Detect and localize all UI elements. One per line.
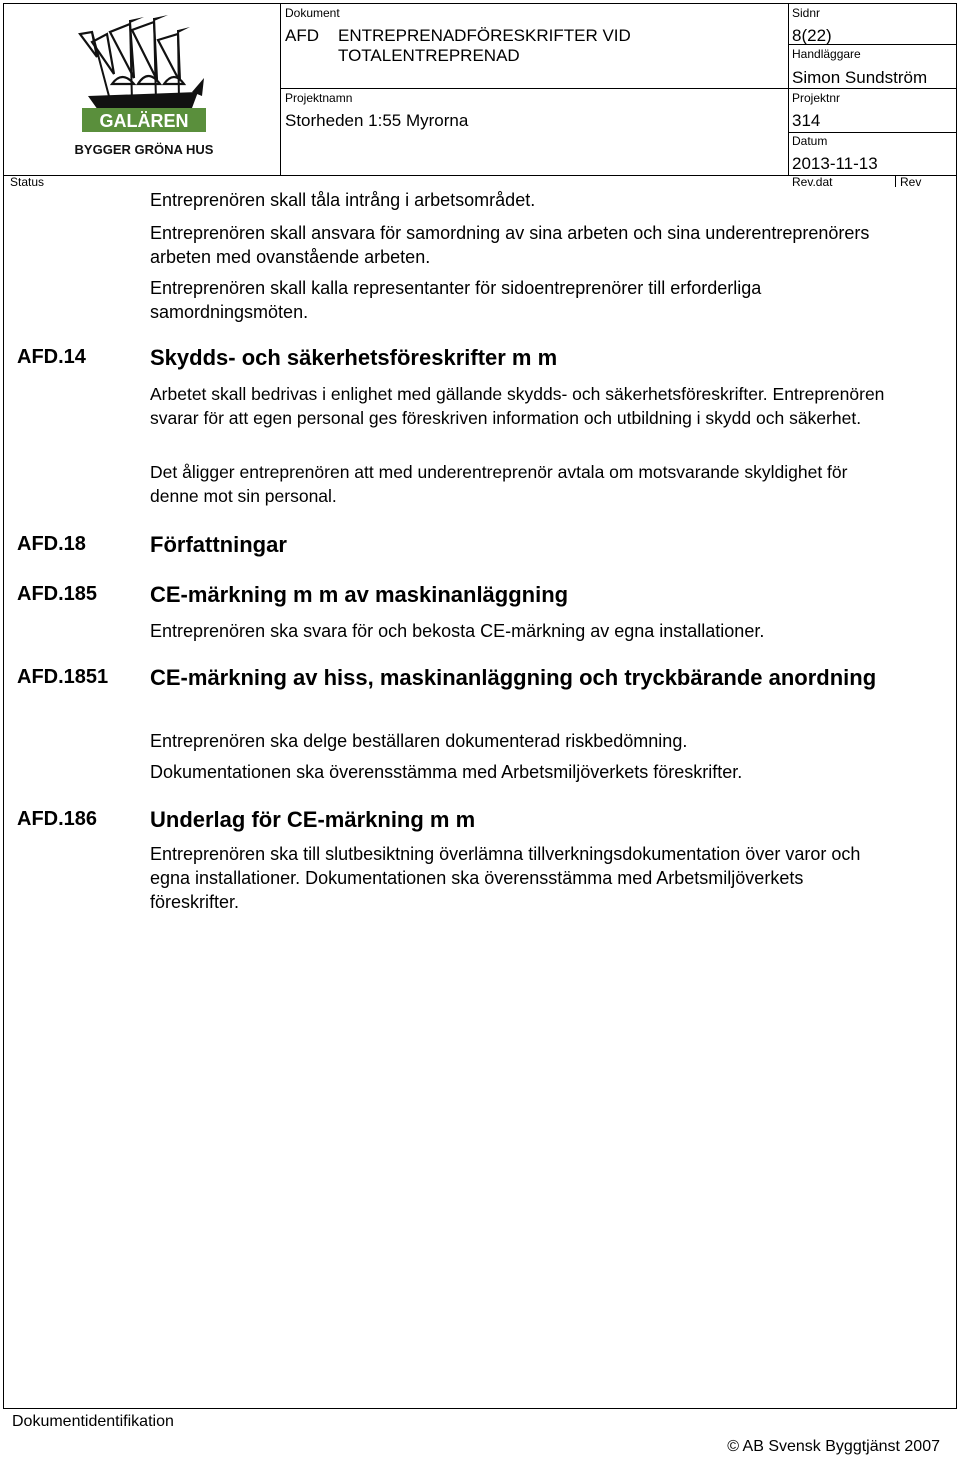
dokument-label: Dokument <box>285 6 340 20</box>
header-divider-left <box>280 3 281 175</box>
projektnr-value: 314 <box>792 111 821 130</box>
sidnr-label: Sidnr <box>792 6 821 20</box>
section-afd14-paragraph-2: Det åligger entreprenören att med underentreprenör avtala om motsvarande skyldighet för denne mot sin personal. <box>150 462 848 506</box>
revdat-label: Rev.dat <box>792 175 833 189</box>
section-title-afd186: Underlag för CE-märkning m m <box>150 807 476 832</box>
section-afd186-paragraph-1: Entreprenören ska till slutbesiktning överlämna tillverkningsdokumentation över varor och egna installationer. Dokumentationen ska överensstämma med Arbetsmiljöverkets föreskrifter. <box>150 844 861 912</box>
sidnr-value: 8(22) <box>792 26 832 45</box>
section-code-afd185: AFD.185 <box>17 583 98 605</box>
dokument-title-line1: ENTREPRENADFÖRESKRIFTER VID <box>338 26 631 45</box>
intro-paragraph-2: Entreprenören skall ansvara för samordning av sina arbeten och sina underentreprenörers arbeten med ovanstående arbeten. <box>150 223 870 267</box>
status-label: Status <box>10 175 45 189</box>
intro-paragraph-3: Entreprenören skall kalla representanter för sidoentreprenörer till erforderliga samordningsmöten. <box>150 278 762 322</box>
footer-document-identification: Dokumentidentifikation <box>12 1413 174 1430</box>
section-code-afd186: AFD.186 <box>17 808 98 830</box>
projektnr-label: Projektnr <box>792 91 841 105</box>
header-rule-projektnr <box>788 132 957 133</box>
header-rule-middle <box>280 88 957 89</box>
datum-label: Datum <box>792 134 828 148</box>
logo-brand-text: GALÄREN <box>99 111 189 131</box>
datum-value: 2013-11-13 <box>792 154 878 173</box>
dokument-code: AFD <box>285 26 319 45</box>
section-title-afd185: CE-märkning m m av maskinanläggning <box>150 582 569 607</box>
handlaggare-label: Handläggare <box>792 47 861 61</box>
dokument-title-line2: TOTALENTREPRENAD <box>338 46 520 65</box>
header-divider-right <box>788 3 789 175</box>
projektnamn-label: Projektnamn <box>285 91 353 105</box>
galaren-logo <box>52 12 232 162</box>
projektnamn-value: Storheden 1:55 Myrorna <box>285 111 469 130</box>
rev-label: Rev <box>900 175 922 189</box>
section-title-afd14: Skydds- och säkerhetsföreskrifter m m <box>150 345 558 370</box>
footer-copyright: © AB Svensk Byggtjänst 2007 <box>727 1438 940 1455</box>
handlaggare-value: Simon Sundström <box>792 68 928 87</box>
rev-divider <box>895 175 896 187</box>
section-afd1851-paragraph-1: Entreprenören ska delge beställaren dokumenterad riskbedömning. <box>150 731 688 751</box>
ship-logo-graphic <box>52 12 232 162</box>
intro-paragraph-1: Entreprenören skall tåla intrång i arbetsområdet. <box>150 190 536 210</box>
logo-tagline-text: BYGGER GRÖNA HUS <box>74 142 214 157</box>
section-code-afd18: AFD.18 <box>17 533 86 555</box>
section-afd1851-paragraph-2: Dokumentationen ska överensstämma med Arbetsmiljöverkets föreskrifter. <box>150 762 743 782</box>
section-code-afd14: AFD.14 <box>17 346 86 368</box>
page-frame <box>3 3 957 1409</box>
section-afd185-paragraph-1: Entreprenören ska svara för och bekosta CE-märkning av egna installationer. <box>150 621 765 641</box>
section-title-afd18: Författningar <box>150 532 287 557</box>
section-afd14-paragraph-1: Arbetet skall bedrivas i enlighet med gällande skydds- och säkerhetsföreskrifter. Entreprenören svarar för att egen personal ges föreskriven information och utbildning i skydd och säkerhet. <box>150 384 885 428</box>
section-title-afd1851: CE-märkning av hiss, maskinanläggning och tryckbärande anordning <box>150 665 877 690</box>
section-code-afd1851: AFD.1851 <box>17 666 109 688</box>
